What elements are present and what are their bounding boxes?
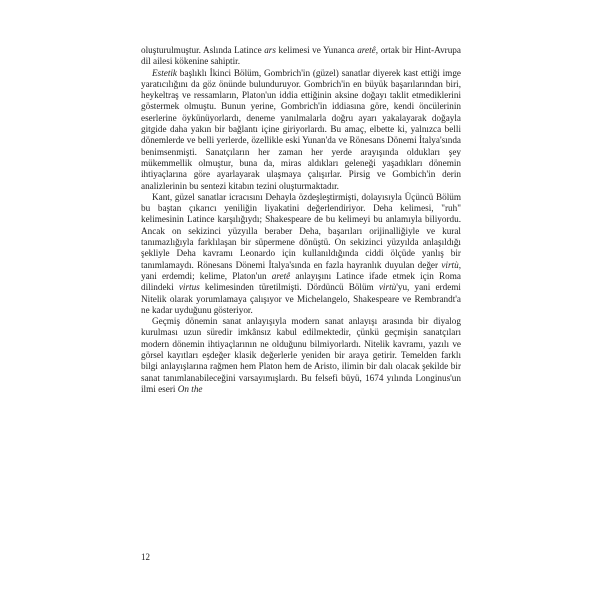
italic-term: Estetik <box>152 67 178 78</box>
body-text <box>141 45 461 395</box>
text-run: , yani erdemdi; kelime, Platon'un <box>141 259 461 281</box>
italic-term: virtù <box>378 282 397 293</box>
paragraph <box>141 192 461 316</box>
paragraph <box>141 68 461 192</box>
text-run: anlayışını Latince ifade etmek için Roma dilindeki <box>141 270 461 293</box>
italic-term: aretê <box>271 270 291 281</box>
italic-term: virtus <box>178 282 200 293</box>
text-run: Geçmiş dönemin sanat anlayışıyla modern sanat anlayışı arasında bir diyalog kurulması uzun süredir imkânsız kabul edilmektedir, çünkü geçmişin sanatçıları modern dönemin ihtiyaçlarının ne olduğunu bilmiyorlardı. Nitelik kavramı, yazılı ve görsel kayıtları eşdeğer klasik değerlerle yeniden bir araya getirir. Temelden farklı bilgi anlayışlarına rağmen hem Platon hem de Aristo, ilimin bir dalı olacak şekilde bir sanat tanımlanabileceğini varsayımışlardı. Bu felsefi büyü, 1674 yılında Longinus'un ilmi eseri <box>141 316 461 394</box>
paragraph <box>141 45 461 68</box>
italic-term: ars <box>264 45 276 55</box>
text-run: oluşturulmuştur. Aslında Latince <box>141 45 265 55</box>
text-run: 'yu, yani erdemi Nitelik olarak yorumlamaya çalışıyor ve Michelangelo, Shakespeare ve Rembrandt'a ne kadar uyduğunu gösteriyor. <box>141 282 461 315</box>
text-run: , ortak bir Hint-Avrupa dil ailesi kökenine sahiptir. <box>141 45 461 67</box>
paragraph <box>141 316 461 395</box>
italic-term: aretê <box>357 45 376 55</box>
text-run: kelimesi ve Yunanca <box>275 45 358 55</box>
italic-term: On the <box>177 383 203 394</box>
page-number: 12 <box>141 552 150 562</box>
text-run: başlıklı İkinci Bölüm, Gombrich'in (güzel) sanatlar diyerek kast ettiği imge yaratıcılığını da göz önünde bulunduruyor. Gombrich'in en büyük başarılarından biri, heykeltraş ve ressamların, Platon'un iddia ettiğinin aksine doğayı taklit etmediklerini göstermek olmuştu. Bunun yerine, Gombrich'in iddiasına göre, kendi öncülerinin eserlerine öykünüyorlardı, deneme yanılmalarla doğru ayarı yakalayarak doğayla gitgide daha yakın bir bağlantı içine giriyorlardı. Bu amaç, elbette ki, yalnızca belli dönemlerde ve belli yerlerde, özellikle eski Yunan'da ve Rönesans Dönemi İtalya'sında benimsenmişti. Sanatçıların her zaman her yerde arayışında oldukları şey mükemmellik olmuştur, buna da, miras aldıkları geleneği yaşadıkları dönemin ihtiyaçlarına göre ayarlayarak ulaşmaya çalışırlar. Pirsig ve Gombich'in derin analizlerinin bu sentezi kitabın tezini oluşturmaktadır. <box>141 67 461 191</box>
text-run: Kant, güzel sanatlar icracısını Dehayla özdeşleştirmişti, dolayısıyla Üçüncü Bölüm bu baştan çıkarıcı yeniliğin liyakatini değerlendiriyor. Deha kelimesi, "ruh" kelimesinin Latince karşılığıydı; Shakespeare de bu kelimeyi bu anlamıyla biliyordu. Ancak on sekizinci yüzyılla beraber Deha, başarıları orijinalliğiyle ve kural tanımazlığıyla farklılaşan bir süpermene dönüştü. On sekizinci yüzyılda anlaşıldığı şekliyle Deha kavramı Leonardo için kullanıldığında ciddi ölçüde yanlış bir tanımlamaydı. Rönesans Dönemi İtalya'sında en fazla hayranlık duyulan değer <box>141 191 461 270</box>
text-run: kelimesinden türetilmişti. Dördüncü Bölüm <box>199 282 379 293</box>
italic-term: virtù <box>441 259 459 270</box>
